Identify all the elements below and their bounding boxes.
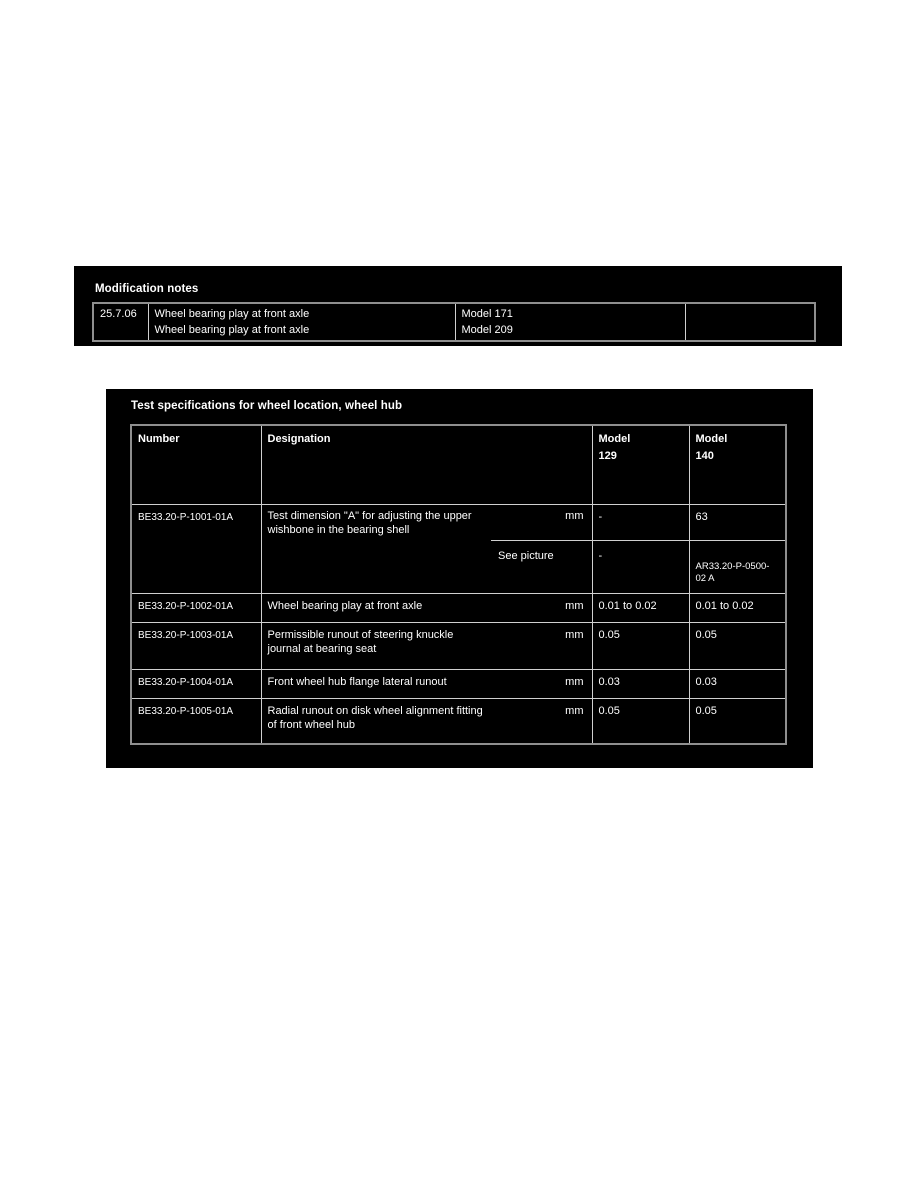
spec-model129-cell: 0.05	[592, 622, 689, 669]
mod-description-line: Wheel bearing play at front axle	[154, 308, 310, 320]
spec-model140-cell: 0.05	[689, 622, 786, 669]
header-model-140-line: Model	[695, 433, 728, 445]
modification-notes-title: Modification notes	[95, 283, 199, 295]
spec-see-picture-cell: See picture	[491, 540, 592, 593]
spec-model129-cell: -	[592, 540, 689, 593]
spec-model129-cell: -	[592, 504, 689, 540]
test-specifications-title: Test specifications for wheel location, wheel hub	[131, 400, 403, 412]
spec-model140-cell: 63	[689, 504, 786, 540]
spec-unit-cell: mm	[491, 593, 592, 622]
header-model-140	[689, 425, 786, 504]
mod-date-cell: 25.7.06	[93, 303, 148, 341]
test-specifications-section	[106, 389, 813, 768]
spec-designation-cell: Permissible runout of steering knuckle journal at bearing seat	[261, 622, 491, 669]
header-model-129-line: Model	[598, 433, 631, 445]
mod-description-line: Wheel bearing play at front axle	[154, 324, 310, 336]
spec-number-cell: BE33.20-P-1004-01A	[131, 669, 261, 698]
spec-designation-cell: Radial runout on disk wheel alignment fitting of front wheel hub	[261, 698, 491, 744]
spec-model129-cell: 0.03	[592, 669, 689, 698]
spec-model140-cell: 0.01 to 0.02	[689, 593, 786, 622]
spec-row	[131, 669, 786, 698]
header-model-129-line: 129	[598, 450, 617, 462]
test-specifications-table	[130, 424, 787, 745]
spec-number-cell: BE33.20-P-1002-01A	[131, 593, 261, 622]
mod-model-line: Model 209	[461, 324, 513, 336]
mod-description-cell	[148, 303, 455, 341]
mod-empty-cell	[685, 303, 815, 341]
spec-designation-cell: Test dimension "A" for adjusting the upper wishbone in the bearing shell	[261, 504, 491, 593]
header-model-140-line: 140	[695, 450, 714, 462]
spec-designation-cell: Wheel bearing play at front axle	[261, 593, 491, 622]
spec-unit-cell: mm	[491, 698, 592, 744]
header-designation: Designation	[261, 425, 592, 504]
spec-model129-cell: 0.05	[592, 698, 689, 744]
spec-header-row	[131, 425, 786, 504]
spec-row	[131, 504, 786, 540]
spec-model140-cell: 0.03	[689, 669, 786, 698]
spec-row	[131, 593, 786, 622]
spec-model140-ref-cell: AR33.20-P-0500-02 A	[689, 540, 786, 593]
modification-notes-section	[74, 266, 842, 346]
modification-notes-table	[92, 302, 816, 342]
header-model-129	[592, 425, 689, 504]
spec-row	[131, 698, 786, 744]
mod-model-line: Model 171	[461, 308, 513, 320]
spec-row	[131, 622, 786, 669]
spec-model129-cell: 0.01 to 0.02	[592, 593, 689, 622]
spec-unit-cell: mm	[491, 622, 592, 669]
spec-number-cell: BE33.20-P-1001-01A	[131, 504, 261, 593]
modification-note-row	[93, 303, 815, 341]
header-number: Number	[131, 425, 261, 504]
spec-designation-cell: Front wheel hub flange lateral runout	[261, 669, 491, 698]
spec-number-cell: BE33.20-P-1003-01A	[131, 622, 261, 669]
spec-model140-cell: 0.05	[689, 698, 786, 744]
spec-unit-cell: mm	[491, 669, 592, 698]
spec-number-cell: BE33.20-P-1005-01A	[131, 698, 261, 744]
mod-model-cell	[455, 303, 685, 341]
spec-unit-cell: mm	[491, 504, 592, 540]
